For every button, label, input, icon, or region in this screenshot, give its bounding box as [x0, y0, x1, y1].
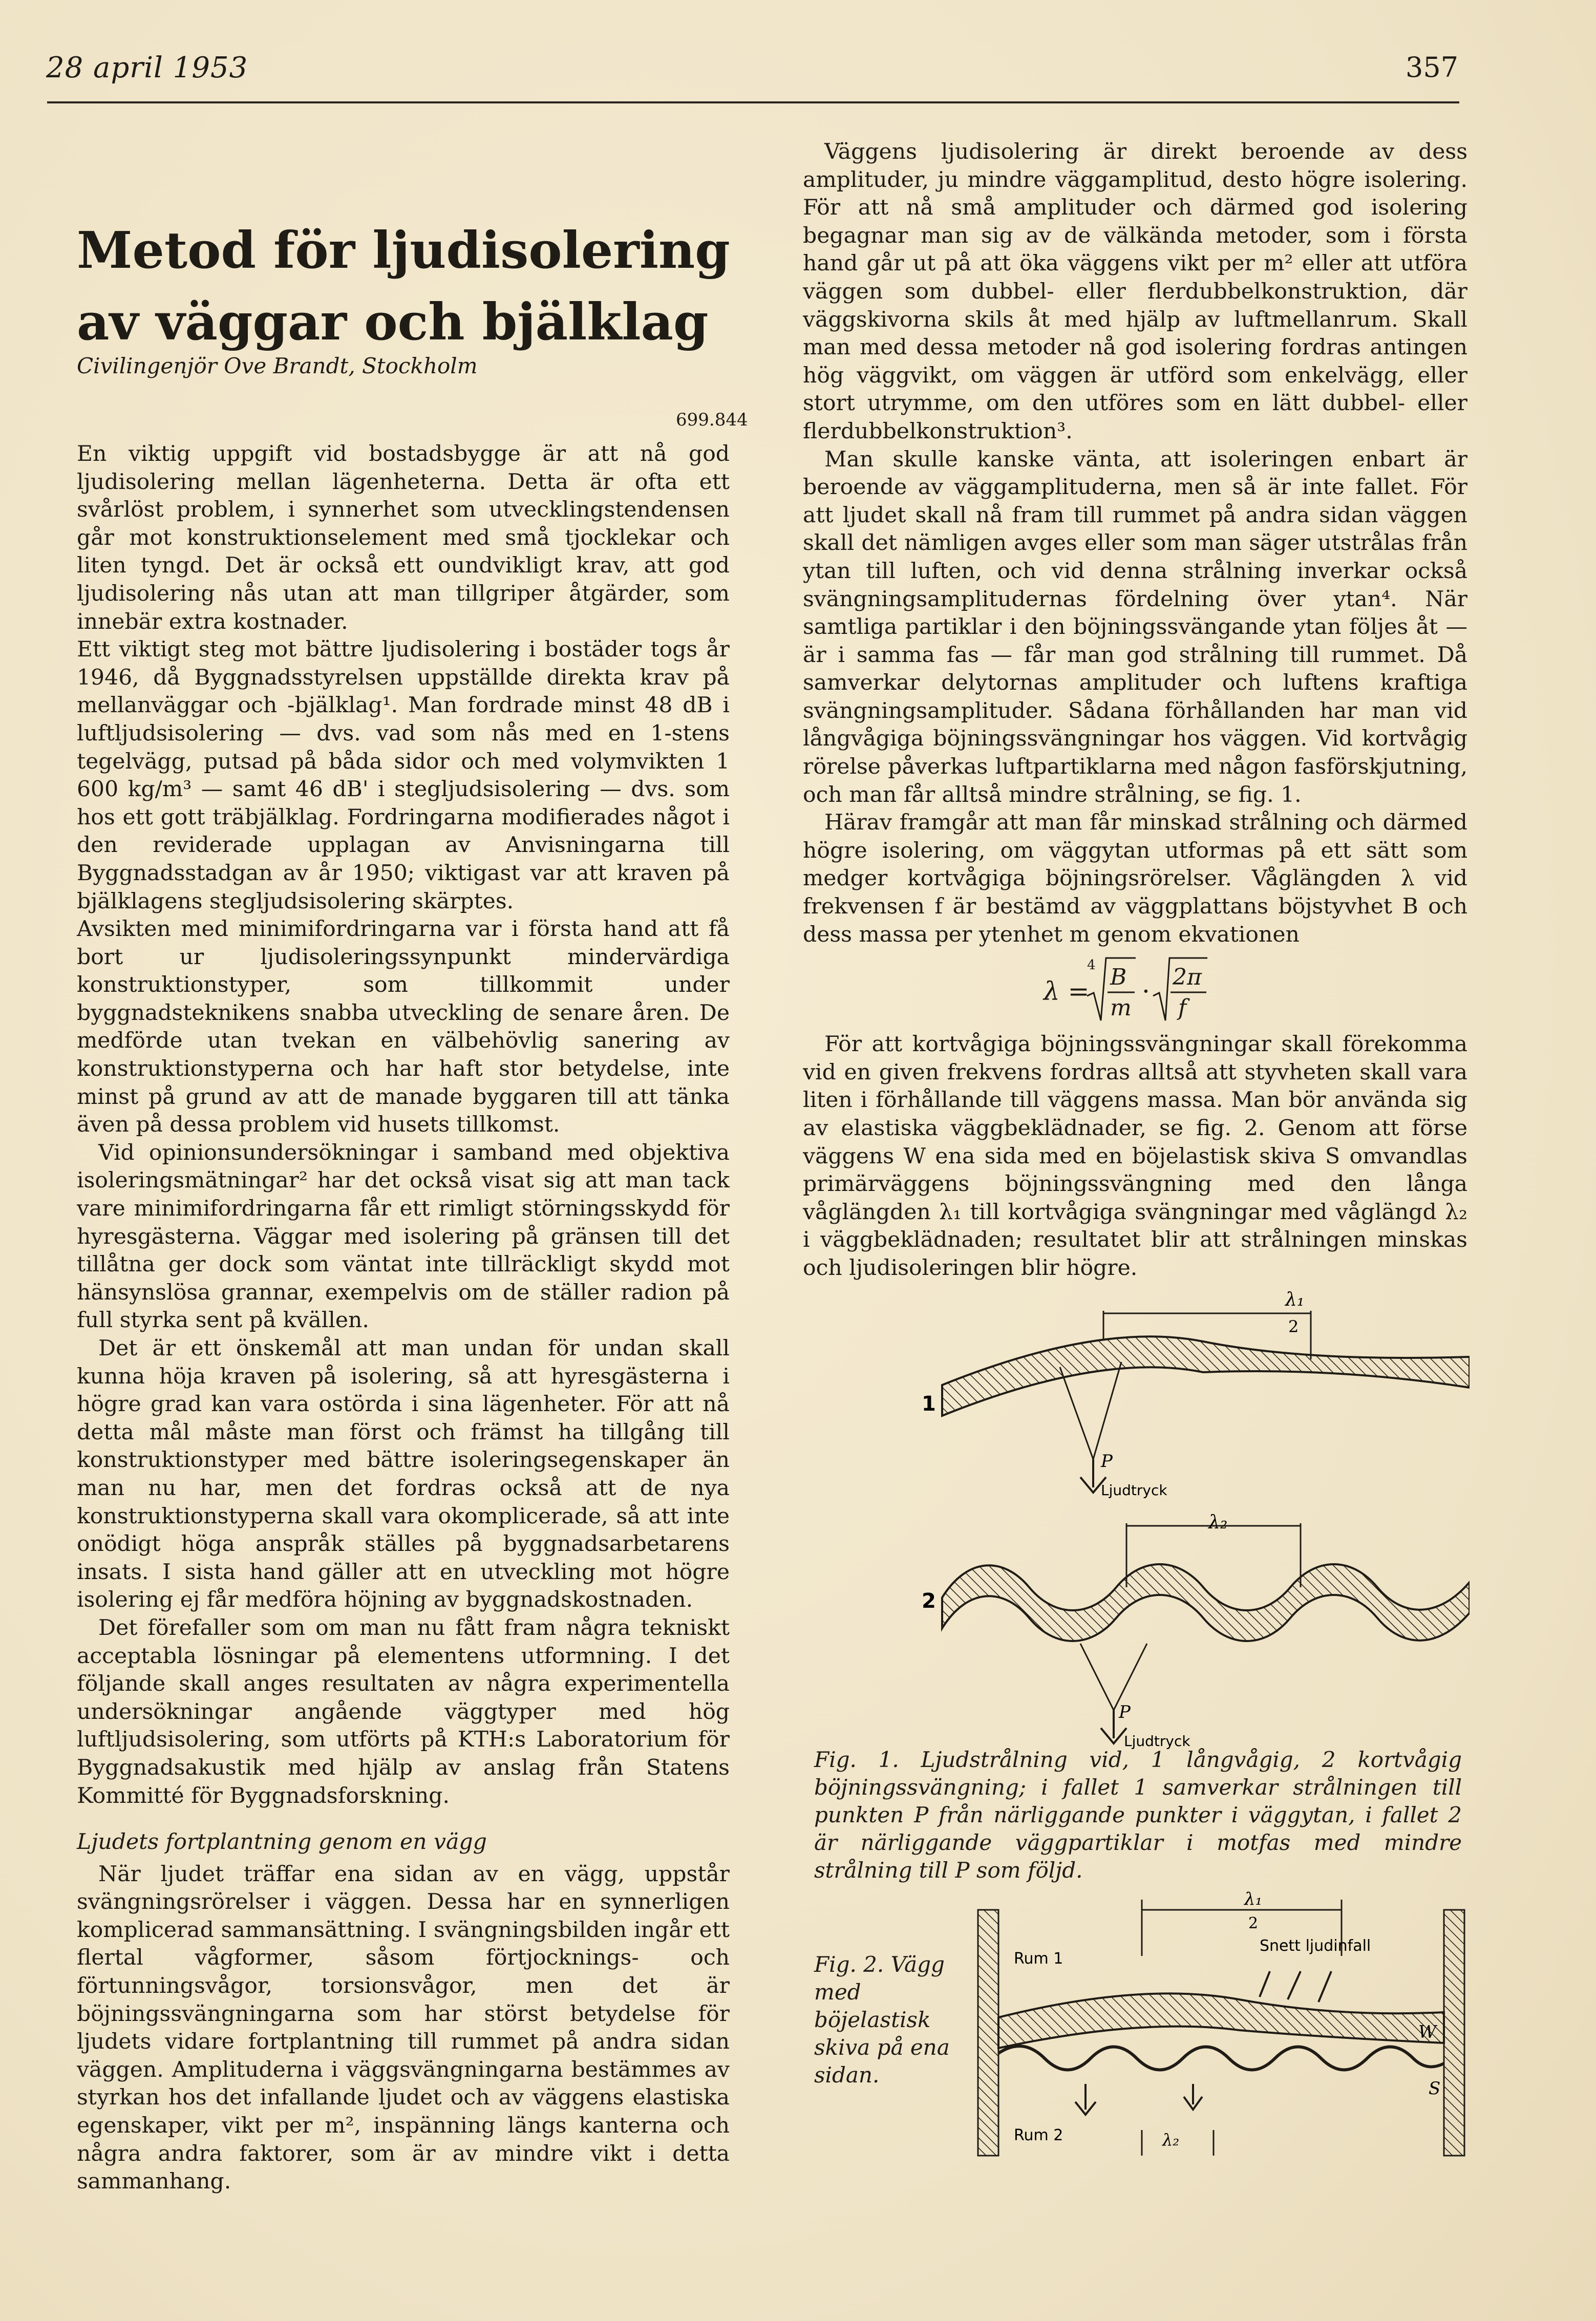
- paragraph: Det förefaller som om man nu fått fram några tekniskt acceptabla lösningar på elementens utformning. I det följande skall anges resultaten av några experimentella undersökningar angående väggtyper med hög luftljudsisolering, som utförts på KTH:s Laboratorium för Byggnadsakustik med hjälp av anslag från Statens Kommitté för Byggnadsforskning.: [77, 1615, 730, 1808]
- lambda1-numerator: λ₁: [1285, 1290, 1305, 1310]
- plate-s-label: S: [1429, 2078, 1441, 2099]
- equation-lhs: λ =: [1044, 976, 1090, 1007]
- frac1-denominator: m: [1110, 995, 1132, 1021]
- left-support: [978, 1910, 998, 2156]
- left-column: [77, 440, 730, 2196]
- case-1-number: 1: [922, 1392, 936, 1416]
- right-column: [803, 138, 1467, 1283]
- lambda2-label: λ₂: [1208, 1512, 1228, 1533]
- point-p-2: P: [1119, 1702, 1131, 1722]
- paragraph: Ett viktigt steg mot bättre ljudisolering i bostäder togs år 1946, då Byggnadsstyrelsen uppställde direkta krav på mellanväggar och -bjälklag¹. Man fordrade minst 48 dB i luftljudsisolering — dvs. vad som nås med en 1-stens tegelvägg, putsad på båda sidor och med volymvikten 1 600 kg/m³ — samt 46 dB' i stegljudsisolering — dvs. som hos ett gott träbjälklag. Fordringarna modifierades något i den reviderade upplagan av Anvisningarna till Byggnadsstadgan av år 1950; viktigast var att kraven på bjälklagens stegljudsisolering skärptes.: [77, 637, 730, 914]
- figure-1-caption: Fig. 1. Ljudstrålning vid, 1 långvågig, 2 kortvågig böjningssvängning; i fallet 1 samverkar strålningen till punkten P från närliggande punkter i väggytan, i fallet 2 är närliggande väggpartiklar i motfas med mindre strålning till P som följd.: [814, 1747, 1462, 1883]
- paragraph: En viktig uppgift vid bostadsbygge är att nå god ljudisolering mellan lägenheterna. Detta är ofta ett svårlöst problem, i synnerhet som utvecklingstendensen går mot konstruktionselement med små tjocklekar och liten tyngd. Det är också ett oundvikligt krav, att god ljudisolering nås utan att man tillgriper åtgärder, som innebär extra kostnader.: [77, 441, 730, 634]
- frac1-numerator: B: [1110, 964, 1127, 991]
- paragraph: När ljudet träffar ena sidan av en vägg, uppstår svängningsrörelser i väggen. Dessa har en synnerligen komplicerad sammansättning. I svängningsbilden ingår ett flertal vågformer, såsom förtjocknings- och förtunningsvågor, torsionsvågor, men det är böjningssvängningarna som har störst betydelse för ljudets vidare fortplantning till rummet på andra sidan väggen. Amplituderna i väggsvängningarna bestämmes av styrkan hos det infallande ljudet och av väggens elastiska egenskaper, vikt per m², inspänning längs kanterna och några andra faktorer, som är av mindre vikt i detta sammanhang.: [77, 1861, 730, 2195]
- wall-w-label: W: [1418, 2022, 1436, 2042]
- figure-2-caption: Fig. 2. Vägg med böjelastisk skiva på ena sidan.: [814, 1952, 950, 2088]
- case-2-number: 2: [922, 1589, 936, 1613]
- frac2-numerator: 2π: [1173, 964, 1202, 991]
- fig2-lambda1-denominator: 2: [1248, 1914, 1259, 1932]
- root-index: 4: [1087, 957, 1096, 973]
- paragraph: Man skulle kanske vänta, att isoleringen enbart är beroende av väggamplituderna, men så är inte fallet. För att ljudet skall nå fram till rummet på andra sidan väggen skall det nämligen avges eller som man säger utstrålas från ytan till luften, och vid denna strålning inverkar också svängningsamplitudernas fördelning över ytan⁴. När samtliga partiklar i den böjningssvängande ytan följes åt — är i samma fas — får man god strålning till rummet. Då samverkar delytornas amplituder och luftens kraftiga svängningsamplituder. Sådana förhållanden har man vid långvågiga böjningssvängningar hos väggen. Vid kortvågig rörelse påverkas luftpartiklarna med någon fasförskjutning, och man får alltså mindre strålning, se fig. 1.: [803, 446, 1467, 807]
- header-rule: [47, 101, 1459, 103]
- classification-code: 699.844: [676, 410, 748, 430]
- incidence-arrows: [1260, 1971, 1331, 2002]
- paragraph: För att kortvågiga böjningssvängningar skall förekomma vid en given frekvens fordras alltså att styvheten skall vara liten i förhållande till väggens massa. Man bör använda sig av elastiska väggbeklädnader, se fig. 2. Genom att förse väggens W ena sida med en böjelastisk skiva S omvandlas primärväggens böjningssvängning med den långa våglängden λ₁ till kortvågiga svängningar med våglängd λ₂ i väggbeklädnaden; resultatet blir att strålningen minskas och ljudisoleringen blir högre.: [803, 1032, 1467, 1281]
- paragraph: Vid opinionsundersökningar i samband med objektiva isoleringsmätningar² har det också visat sig att man tack vare minimifordringarna får ett rimligt störningsskydd för hyresgästerna. Väggar med isolering på gränsen till det tillåtna ger dock som väntat inte tillräckligt skydd mot hänsynslösa grannar, exempelvis om de ställer radion på full styrka sent på kvällen.: [77, 1140, 730, 1333]
- point-p-1: P: [1101, 1451, 1113, 1472]
- fig2-lambda1-numerator: λ₁: [1244, 1889, 1263, 1909]
- wavelength-equation: [803, 949, 1467, 1031]
- oblique-incidence-label: Snett ljudinfall: [1260, 1937, 1371, 1955]
- room-1-label: Rum 1: [1014, 1950, 1063, 1968]
- figure-1-diagram: [835, 1290, 1470, 1766]
- figure-2-diagram: [973, 1889, 1470, 2166]
- paragraph: Härav framgår att man får minskad strålning och därmed högre isolering, om väggytan utformas på ett sätt som medger kortvågiga böjningsrörelser. Våglängden λ vid frekvensen f är bestämd av väggplattans böjstyvhet B och dess massa per ytenhet m genom ekvationen: [803, 810, 1467, 947]
- right-support: [1444, 1910, 1464, 2156]
- elastic-plate: [998, 2046, 1444, 2070]
- radiation-lines-2: [1080, 1644, 1147, 1710]
- article-title: [77, 215, 737, 358]
- radiation-arrows: [1075, 2084, 1202, 2115]
- pressure-label-1: Ljudtryck: [1101, 1482, 1167, 1499]
- byline: Civilingenjör Ove Brandt, Stockholm: [77, 353, 478, 378]
- title-line-2: av väggar och bjälklag: [77, 293, 709, 352]
- equation-dot: ·: [1142, 976, 1150, 1007]
- equation-svg: [803, 949, 1467, 1031]
- frac2-denominator: f: [1178, 995, 1187, 1021]
- short-wave-wall: [942, 1564, 1470, 1641]
- issue-date: 28 april 1953: [46, 51, 248, 84]
- primary-wall: [998, 1993, 1444, 2048]
- pressure-label-2: Ljudtryck: [1124, 1733, 1190, 1750]
- paragraph: Det är ett önskemål att man undan för undan skall kunna höja kraven på isolering, så att hyresgästerna i högre grad kan vara ostörda i sina lägenheter. För att nå detta mål måste man först och främst ha tillgång till konstruktionstyper med bättre isoleringsegenskaper än man nu har, men det fordras också att de nya konstruktionstyperna skall vara okomplicerade, så att inte onödigt höga anspråk ställes på byggnadsarbetarens insats. I sista hand gäller att en utveckling mot högre isolering ej får medföra höjning av byggnadskostnaden.: [77, 1336, 730, 1613]
- paragraph: Avsikten med minimifordringarna var i första hand att få bort ur ljudisoleringssynpunkt mindervärdiga konstruktionstyper, som tillkommit under byggnadsteknikens snabba utveckling de senare åren. De medförde utan tvekan en välbehövlig sanering av konstruktionstyperna och har haft stor betydelse, inte minst på grund av att de manade byggaren till att tänka även på dessa problem vid husets tillkomst.: [77, 917, 730, 1138]
- paragraph: Väggens ljudisolering är direkt beroende av dess amplituder, ju mindre väggamplitud, desto högre isolering. För att nå små amplituder och därmed god isolering begagnar man sig av de välkända metoder, som i första hand går ut på att öka väggens vikt per m² eller att utföra väggen som dubbel- eller flerdubbelkonstruktion, där väggskivorna skils åt med hjälp av luftmellanrum. Skall man med dessa metoder nå god isolering fordras antingen hög väggvikt, om väggen är utförd som enkelvägg, eller stort utrymme, om den utföres som en lätt dubbel- eller flerdubbelkonstruktion³.: [803, 139, 1467, 444]
- page-number: 357: [1406, 51, 1459, 83]
- room-2-label: Rum 2: [1014, 2126, 1063, 2144]
- long-wave-wall: [942, 1336, 1470, 1416]
- section-heading: Ljudets fortplantning genom en vägg: [77, 1829, 487, 1855]
- fig2-lambda2-label: λ₂: [1162, 2130, 1180, 2149]
- title-line-1: Metod för ljudisolering: [77, 221, 730, 280]
- lambda1-denominator: 2: [1288, 1317, 1299, 1336]
